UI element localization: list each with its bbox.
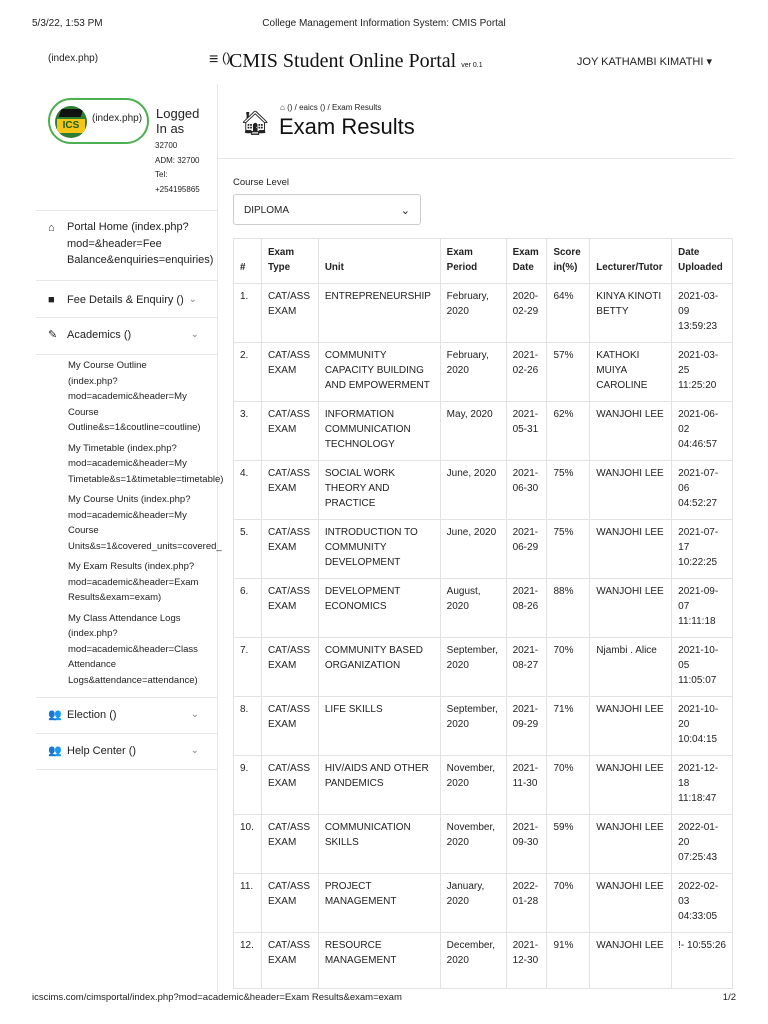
- course-level-label: Course Level: [233, 177, 289, 188]
- cell-exam-period: February, 2020: [440, 343, 506, 402]
- print-header: [32, 18, 736, 32]
- cell-date-uploaded: 2021-10-20 10:04:15: [672, 697, 733, 756]
- cell-date-uploaded: !- 10:55:26: [672, 933, 733, 989]
- chevron-down-icon: ⌄: [190, 329, 199, 340]
- submenu-line: mod=academic&header=My: [68, 458, 187, 469]
- cell-exam-type: CAT/ASS EXAM: [261, 874, 318, 933]
- cell-unit-name: COMMUNITY CAPACITY BUILDING AND EMPOWERMENT: [318, 343, 440, 402]
- submenu-line: Course: [68, 525, 99, 536]
- home-icon: ⌂: [48, 222, 55, 234]
- sidebar-item-label: Academics (): [67, 329, 132, 341]
- cell-exam-type: CAT/ASS EXAM: [261, 343, 318, 402]
- print-footer: [32, 992, 736, 1006]
- chevron-down-icon: ⌄: [190, 745, 199, 756]
- users-icon: 👥: [48, 709, 62, 721]
- cell-date-uploaded: 2022-02-03 04:33:05: [672, 874, 733, 933]
- cell-score: 70%: [547, 874, 590, 933]
- submenu-line: mod=academic&header=Class: [68, 643, 198, 655]
- cell-exam-period: May, 2020: [440, 402, 506, 461]
- cell-score: 71%: [547, 697, 590, 756]
- user-meta: [155, 139, 200, 197]
- cell-score: 70%: [547, 638, 590, 697]
- table-row: [234, 933, 733, 989]
- cell-score: 64%: [547, 284, 590, 343]
- table-body: [234, 284, 733, 989]
- submenu-line: mod=academic&header=Exam: [68, 576, 199, 588]
- sidebar-nav: [36, 210, 224, 770]
- course-level-select[interactable]: [233, 194, 421, 225]
- submenu-line: mod=academic&header=My: [68, 391, 187, 402]
- menu-toggle-label: (): [221, 50, 231, 65]
- cell-lecturer: WANJOHI LEE: [590, 461, 672, 520]
- cell-unit-name: INTRODUCTION TO COMMUNITY DEVELOPMENT: [318, 520, 440, 579]
- cell-unit-name: ENTREPRENEURSHIP: [318, 284, 440, 343]
- cell-row-number: 10.: [234, 815, 262, 874]
- print-doc-title: College Management Information System: CMIS Portal: [262, 18, 506, 29]
- portal-version: ver 0.1: [461, 62, 483, 69]
- cell-date-uploaded: 2021-07-17 10:22:25: [672, 520, 733, 579]
- user-panel: [36, 84, 217, 210]
- sidebar-item-academics[interactable]: [36, 318, 217, 355]
- user-adm: ADM: 32700: [155, 155, 200, 165]
- table-row: [234, 697, 733, 756]
- sidebar-item-label: Portal Home (index.php?mod=&header=Fee Balance&enquiries=enquiries): [67, 221, 214, 266]
- cell-lecturer: WANJOHI LEE: [590, 933, 672, 989]
- user-tel-label: Tel:: [155, 170, 168, 179]
- cell-exam-period: February, 2020: [440, 284, 506, 343]
- submenu-line: Attendance: [68, 659, 117, 670]
- cell-unit-name: SOCIAL WORK THEORY AND PRACTICE: [318, 461, 440, 520]
- submenu-line: mod=academic&header=My: [68, 509, 187, 521]
- cell-lecturer: WANJOHI LEE: [590, 756, 672, 815]
- logo-link[interactable]: [48, 98, 149, 144]
- cell-row-number: 12.: [234, 933, 262, 989]
- portal-title: [229, 50, 483, 73]
- submenu-item-timetable[interactable]: [68, 441, 224, 488]
- submenu-line: Units&s=1&covered_units=covered_: [68, 540, 222, 552]
- top-navbar: [36, 40, 732, 84]
- users-icon: 👥: [48, 745, 62, 757]
- cell-lecturer: WANJOHI LEE: [590, 520, 672, 579]
- cell-date-uploaded: 2022-01-20 07:25:43: [672, 815, 733, 874]
- table-row: [234, 284, 733, 343]
- cell-score: 88%: [547, 579, 590, 638]
- page-header: [218, 84, 734, 159]
- table-row: [234, 579, 733, 638]
- cell-unit-name: DEVELOPMENT ECONOMICS: [318, 579, 440, 638]
- cell-date-uploaded: 2021-03-25 11:25:20: [672, 343, 733, 402]
- user-id: 32700: [155, 141, 178, 150]
- cell-date-uploaded: 2021-06-02 04:46:57: [672, 402, 733, 461]
- cell-exam-period: September, 2020: [440, 638, 506, 697]
- cell-score: 57%: [547, 343, 590, 402]
- exam-results-table: [233, 238, 733, 989]
- table-row: [234, 815, 733, 874]
- col-header-exam-period: Exam Period: [440, 239, 506, 284]
- cell-exam-type: CAT/ASS EXAM: [261, 638, 318, 697]
- cell-exam-date: 2022-01-28: [506, 874, 547, 933]
- table-row: [234, 638, 733, 697]
- col-header-score: Score in(%): [547, 239, 590, 284]
- cell-exam-date: 2021-06-29: [506, 520, 547, 579]
- cell-score: 59%: [547, 815, 590, 874]
- col-header-exam-type: Exam Type: [261, 239, 318, 284]
- print-datetime: 5/3/22, 1:53 PM: [32, 18, 103, 29]
- cell-row-number: 1.: [234, 284, 262, 343]
- sidebar-item-label: Election (): [67, 709, 117, 721]
- cell-exam-type: CAT/ASS EXAM: [261, 815, 318, 874]
- table-row: [234, 402, 733, 461]
- sidebar-item-label: Fee Details & Enquiry (): [67, 294, 184, 306]
- cell-exam-date: 2021-05-31: [506, 402, 547, 461]
- cell-unit-name: INFORMATION COMMUNICATION TECHNOLOGY: [318, 402, 440, 461]
- cell-lecturer: KATHOKI MUIYA CAROLINE: [590, 343, 672, 402]
- cell-exam-date: 2021-09-30: [506, 815, 547, 874]
- cell-score: 75%: [547, 520, 590, 579]
- cell-row-number: 9.: [234, 756, 262, 815]
- chevron-down-icon: ⌄: [190, 709, 199, 720]
- logo-link-text: (index.php): [92, 113, 143, 124]
- logo-lettering: ICS: [57, 119, 85, 133]
- submenu-item-course-units[interactable]: [68, 492, 222, 554]
- cell-exam-period: November, 2020: [440, 815, 506, 874]
- cell-score: 91%: [547, 933, 590, 989]
- table-row: [234, 756, 733, 815]
- cell-score: 75%: [547, 461, 590, 520]
- submenu-line: (index.php?: [68, 628, 118, 639]
- sidebar-item-help-center[interactable]: [36, 734, 217, 770]
- cell-exam-date: 2021-12-30: [506, 933, 547, 989]
- cell-exam-date: 2021-11-30: [506, 756, 547, 815]
- submenu-line: (index.php?: [68, 375, 118, 387]
- table-row: [234, 343, 733, 402]
- cell-row-number: 7.: [234, 638, 262, 697]
- submenu-line: My Course Outline: [68, 360, 147, 371]
- cell-lecturer: Njambi . Alice: [590, 638, 672, 697]
- col-header-lecturer: Lecturer/Tutor: [590, 239, 672, 284]
- cell-date-uploaded: 2021-03-09 13:59:23: [672, 284, 733, 343]
- cell-exam-date: 2020-02-29: [506, 284, 547, 343]
- sidebar-item-label: Help Center (): [67, 745, 137, 757]
- academics-submenu: [36, 355, 224, 698]
- cell-date-uploaded: 2021-07-06 04:52:27: [672, 461, 733, 520]
- portal-title-text: CMIS Student Online Portal: [229, 50, 457, 72]
- cell-exam-date: 2021-08-26: [506, 579, 547, 638]
- cell-exam-period: December, 2020: [440, 933, 506, 989]
- submenu-item-course-outline[interactable]: [68, 358, 217, 436]
- cell-score: 62%: [547, 402, 590, 461]
- sidebar-item-election[interactable]: [36, 698, 217, 734]
- submenu-line: My Exam Results (index.php?: [68, 561, 195, 572]
- submenu-line: Logs&attendance=attendance): [68, 674, 198, 686]
- submenu-line: My Timetable (index.php?: [68, 442, 177, 454]
- user-menu-dropdown[interactable]: JOY KATHAMBI KIMATHI ▾: [576, 56, 712, 68]
- print-page-number: 1/2: [722, 992, 736, 1003]
- user-tel: +254195865: [155, 184, 200, 194]
- submenu-item-exam-results[interactable]: [68, 559, 217, 606]
- submenu-line: Timetable&s=1&timetable=timetable): [68, 473, 224, 485]
- cell-exam-type: CAT/ASS EXAM: [261, 520, 318, 579]
- ics-logo: [55, 106, 87, 138]
- cell-exam-type: CAT/ASS EXAM: [261, 402, 318, 461]
- cell-exam-period: August, 2020: [440, 579, 506, 638]
- sidebar-item-portal-home[interactable]: [36, 211, 217, 281]
- table-row: [234, 874, 733, 933]
- cell-score: 70%: [547, 756, 590, 815]
- table-header-row: [234, 239, 733, 284]
- cell-unit-name: LIFE SKILLS: [318, 697, 440, 756]
- course-level-value: DIPLOMA: [244, 205, 290, 216]
- cell-unit-name: RESOURCE MANAGEMENT: [318, 933, 440, 989]
- cell-exam-date: 2021-09-29: [506, 697, 547, 756]
- graduation-cap-icon: [59, 109, 84, 117]
- cell-row-number: 5.: [234, 520, 262, 579]
- cell-row-number: 2.: [234, 343, 262, 402]
- cell-exam-date: 2021-02-26: [506, 343, 547, 402]
- cell-date-uploaded: 2021-12-18 11:18:47: [672, 756, 733, 815]
- cell-row-number: 4.: [234, 461, 262, 520]
- submenu-line: Outline&s=1&coutline=coutline): [68, 422, 201, 433]
- cell-exam-date: 2021-06-30: [506, 461, 547, 520]
- cell-exam-period: June, 2020: [440, 461, 506, 520]
- hamburger-icon: ≡: [209, 51, 219, 68]
- table-row: [234, 520, 733, 579]
- chevron-down-icon: ⌄: [188, 294, 197, 305]
- chevron-down-icon: ⌄: [400, 205, 410, 217]
- cell-lecturer: WANJOHI LEE: [590, 815, 672, 874]
- cell-lecturer: WANJOHI LEE: [590, 874, 672, 933]
- col-header-exam-date: Exam Date: [506, 239, 547, 284]
- cell-unit-name: HIV/AIDS AND OTHER PANDEMICS: [318, 756, 440, 815]
- cell-exam-type: CAT/ASS EXAM: [261, 461, 318, 520]
- edit-icon: ✎: [48, 329, 58, 341]
- cell-lecturer: WANJOHI LEE: [590, 579, 672, 638]
- col-header-number: #: [234, 239, 262, 284]
- submenu-line: My Course Units (index.php?: [68, 494, 191, 505]
- sidebar: [36, 84, 224, 992]
- home-icon: 🏠︎: [240, 110, 271, 137]
- cell-lecturer: KINYA KINOTI BETTY: [590, 284, 672, 343]
- menu-toggle-button[interactable]: [209, 50, 231, 69]
- print-url: icscims.com/cimsportal/index.php?mod=academic&header=Exam Results&exam=exam: [32, 992, 402, 1003]
- col-header-date-uploaded: Date Uploaded: [672, 239, 733, 284]
- cell-date-uploaded: 2021-10-05 11:05:07: [672, 638, 733, 697]
- col-header-unit: Unit: [318, 239, 440, 284]
- submenu-line: My Class Attendance Logs: [68, 612, 181, 624]
- cell-lecturer: WANJOHI LEE: [590, 402, 672, 461]
- cell-exam-period: June, 2020: [440, 520, 506, 579]
- home-icon: ⌂: [280, 103, 285, 112]
- cell-lecturer: WANJOHI LEE: [590, 697, 672, 756]
- cell-exam-type: CAT/ASS EXAM: [261, 933, 318, 989]
- cell-exam-period: January, 2020: [440, 874, 506, 933]
- cell-row-number: 11.: [234, 874, 262, 933]
- cell-unit-name: COMMUNITY BASED ORGANIZATION: [318, 638, 440, 697]
- cell-date-uploaded: 2021-09-07 11:11:18: [672, 579, 733, 638]
- cell-exam-type: CAT/ASS EXAM: [261, 284, 318, 343]
- cell-exam-type: CAT/ASS EXAM: [261, 697, 318, 756]
- submenu-line: Course: [68, 406, 99, 418]
- sidebar-item-fee-details[interactable]: [36, 281, 217, 318]
- cell-unit-name: COMMUNICATION SKILLS: [318, 815, 440, 874]
- submenu-item-attendance-logs[interactable]: [68, 611, 217, 689]
- cell-exam-type: CAT/ASS EXAM: [261, 756, 318, 815]
- cell-exam-period: November, 2020: [440, 756, 506, 815]
- cell-exam-date: 2021-08-27: [506, 638, 547, 697]
- breadcrumb[interactable]: [280, 103, 381, 112]
- page-title: Exam Results: [279, 114, 415, 139]
- breadcrumb-text: () / eaics () / Exam Results: [287, 103, 382, 112]
- cell-exam-period: September, 2020: [440, 697, 506, 756]
- cell-row-number: 3.: [234, 402, 262, 461]
- cell-row-number: 6.: [234, 579, 262, 638]
- briefcase-icon: ■: [48, 294, 55, 306]
- brand-link[interactable]: (index.php): [48, 53, 99, 64]
- logged-in-label: Logged In as: [156, 106, 200, 136]
- cell-unit-name: PROJECT MANAGEMENT: [318, 874, 440, 933]
- main-content: [218, 84, 734, 992]
- cell-exam-type: CAT/ASS EXAM: [261, 579, 318, 638]
- table-row: [234, 461, 733, 520]
- cell-row-number: 8.: [234, 697, 262, 756]
- submenu-line: Results&exam=exam): [68, 592, 162, 603]
